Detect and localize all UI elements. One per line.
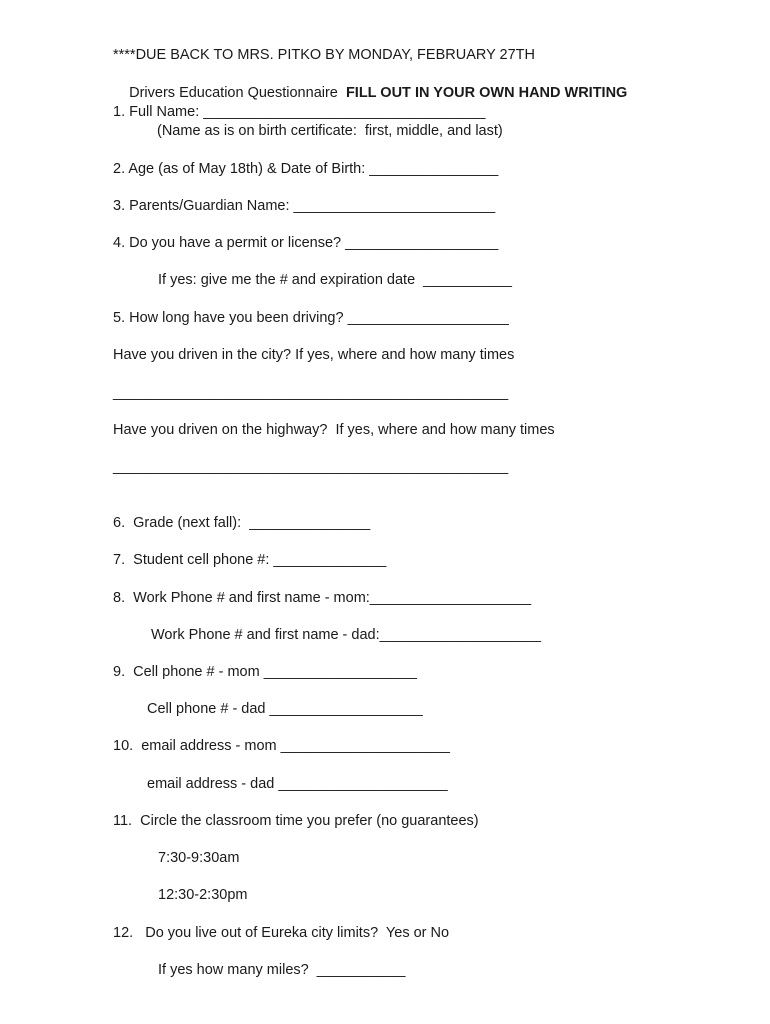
city-driving-answer-line[interactable]: _________________________________________________ <box>113 385 509 401</box>
question-miles[interactable]: If yes how many miles? ___________ <box>158 962 406 978</box>
question-city-limits[interactable]: 12. Do you live out of Eureka city limits? Yes or No <box>113 925 450 941</box>
question-cell-dad[interactable]: Cell phone # - dad ___________________ <box>147 701 423 717</box>
question-grade[interactable]: 6. Grade (next fall): _______________ <box>113 515 371 531</box>
question-driving-duration[interactable]: 5. How long have you been driving? ____________________ <box>113 310 509 326</box>
question-work-phone-mom[interactable]: 8. Work Phone # and first name - mom:____________________ <box>113 590 532 606</box>
question-work-phone-dad[interactable]: Work Phone # and first name - dad:____________________ <box>151 627 541 643</box>
question-cell-mom[interactable]: 9. Cell phone # - mom ___________________ <box>113 664 417 680</box>
question-city-driving: Have you driven in the city? If yes, where and how many times <box>113 347 515 363</box>
question-permit-details[interactable]: If yes: give me the # and expiration date ___________ <box>158 272 512 288</box>
question-full-name[interactable]: 1. Full Name: ___________________________________ <box>113 104 486 120</box>
question-email-mom[interactable]: 10. email address - mom _____________________ <box>113 738 450 754</box>
question-age-dob[interactable]: 2. Age (as of May 18th) & Date of Birth: ________________ <box>113 161 499 177</box>
question-highway-driving: Have you driven on the highway? If yes, where and how many times <box>113 422 555 438</box>
full-name-note: (Name as is on birth certificate: first, middle, and last) <box>157 123 503 139</box>
question-parent-name[interactable]: 3. Parents/Guardian Name: _________________________ <box>113 198 496 214</box>
question-email-dad[interactable]: email address - dad _____________________ <box>147 776 448 792</box>
form-instruction: FILL OUT IN YOUR OWN HAND WRITING <box>345 85 628 101</box>
classroom-time-option-afternoon[interactable]: 12:30-2:30pm <box>158 887 248 903</box>
due-notice: ****DUE BACK TO MRS. PITKO BY MONDAY, FEBRUARY 27TH <box>113 47 535 63</box>
question-permit[interactable]: 4. Do you have a permit or license? ___________________ <box>113 235 499 251</box>
form-title: Drivers Education Questionnaire <box>129 85 338 101</box>
highway-driving-answer-line[interactable]: _________________________________________________ <box>113 459 509 475</box>
classroom-time-option-morning[interactable]: 7:30-9:30am <box>158 850 240 866</box>
question-student-cell[interactable]: 7. Student cell phone #: ______________ <box>113 552 387 568</box>
question-classroom-time: 11. Circle the classroom time you prefer (no guarantees) <box>113 813 479 829</box>
